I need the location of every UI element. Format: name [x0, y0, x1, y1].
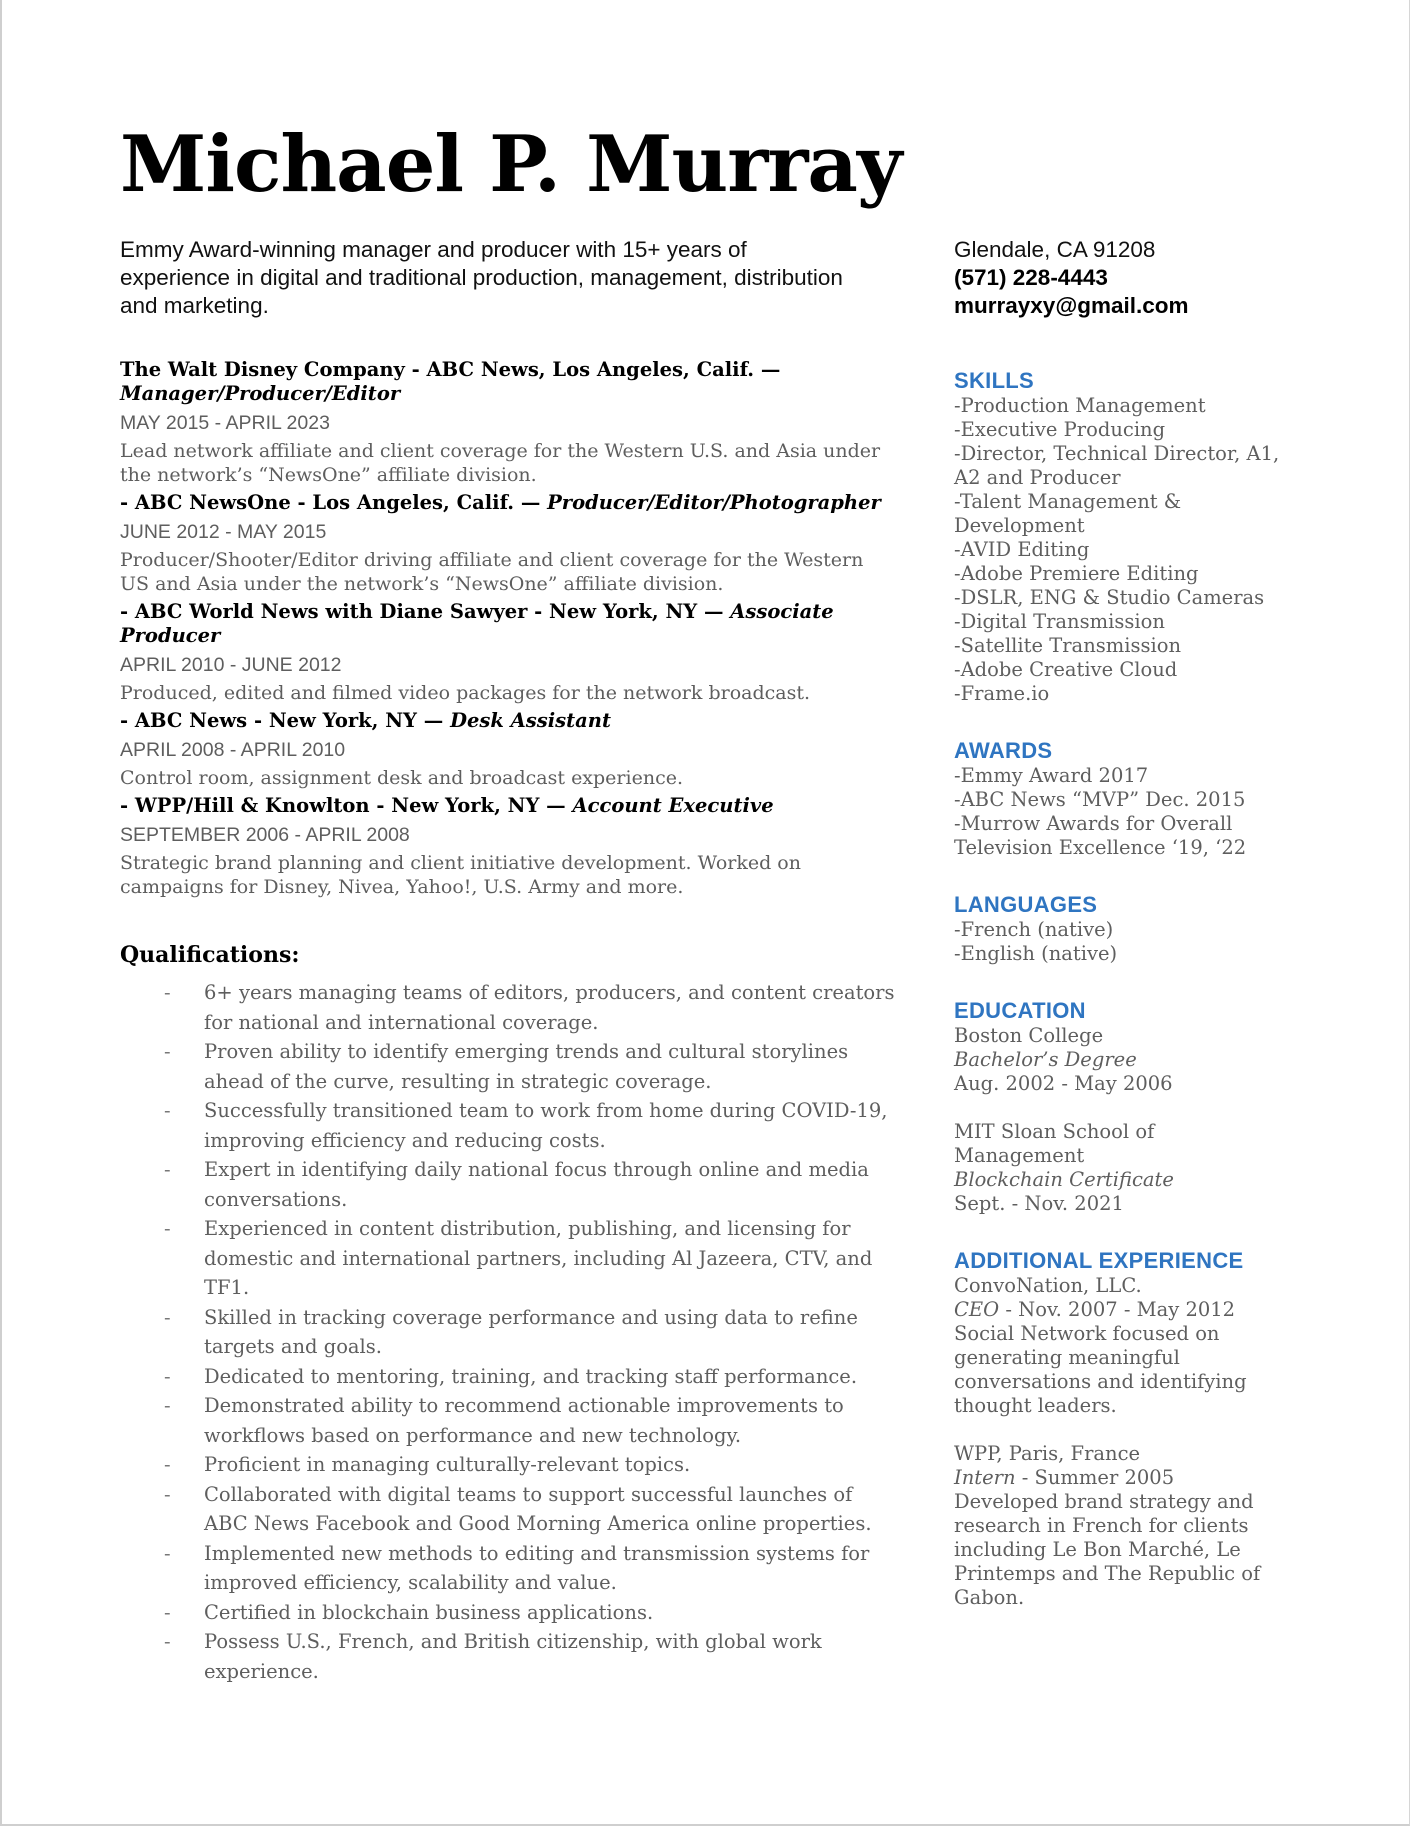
- language-item: -French (native): [954, 918, 1114, 941]
- skill-item: -Executive Producing: [954, 418, 1166, 441]
- bullet-dash: -: [164, 1158, 171, 1181]
- experience-section: [120, 358, 890, 903]
- email-address: murrayxy@gmail.com: [954, 293, 1189, 318]
- award-item: -ABC News “MVP” Dec. 2015: [954, 788, 1246, 811]
- award-item: -Murrow Awards for Overall Television Excellence ‘19, ‘22: [954, 812, 1247, 859]
- additional-experience-entry: [954, 1442, 1284, 1610]
- education-heading: EDUCATION: [954, 998, 1086, 1023]
- additional-experience-heading: ADDITIONAL EXPERIENCE: [954, 1248, 1244, 1273]
- qualification-item: [120, 1303, 900, 1362]
- skill-item: -Talent Management & Development: [954, 490, 1182, 537]
- additional-role: CEO: [954, 1298, 1000, 1321]
- qualification-text: Collaborated with digital teams to support successful launches of ABC News Facebook and Good Morning America online properties.: [204, 1482, 872, 1535]
- skill-item: -Adobe Premiere Editing: [954, 562, 1199, 585]
- bullet-dash: -: [164, 1099, 171, 1122]
- job-role: Producer/Editor/Photographer: [547, 491, 881, 514]
- job-org: - WPP/Hill & Knowlton - New York, NY —: [120, 794, 573, 817]
- qualification-text: Demonstrated ability to recommend actionable improvements to workflows based on performance and new technology.: [204, 1394, 844, 1447]
- qualification-text: Experienced in content distribution, publishing, and licensing for domestic and international partners, including Al Jazeera, CTV, and TF1.: [204, 1217, 873, 1299]
- skill-item: -Digital Transmission: [954, 610, 1165, 633]
- phone-number: (571) 228-4443: [954, 265, 1108, 290]
- bullet-dash: -: [164, 1541, 171, 1565]
- job-org: - ABC News - New York, NY —: [120, 709, 451, 732]
- job-dates: APRIL 2010 - JUNE 2012: [120, 654, 342, 676]
- awards-heading: AWARDS: [954, 738, 1053, 763]
- skill-item: -Production Management: [954, 394, 1206, 417]
- school-name: Boston College: [954, 1024, 1104, 1047]
- job-heading: [120, 358, 890, 406]
- additional-dates: - Summer 2005: [1015, 1466, 1175, 1489]
- job-org: - ABC World News with Diane Sawyer - New York, NY —: [120, 600, 731, 623]
- skills-heading: SKILLS: [954, 368, 1035, 393]
- job-entry: [120, 600, 890, 705]
- bullet-dash: -: [164, 1394, 171, 1417]
- sidebar: [954, 368, 1284, 1610]
- skill-item: -Satellite Transmission: [954, 634, 1182, 657]
- job-description: Producer/Shooter/Editor driving affiliate and client coverage for the Western US and Asia under the network’s “NewsOne” affiliate division.: [120, 549, 864, 595]
- qualification-item: [120, 1480, 900, 1539]
- languages-list: [954, 918, 1284, 966]
- job-role: Desk Assistant: [450, 709, 611, 732]
- qualification-text: 6+ years managing teams of editors, producers, and content creators for national and international coverage.: [204, 981, 895, 1034]
- bullet-dash: -: [164, 981, 171, 1004]
- skill-item: -AVID Editing: [954, 538, 1090, 561]
- job-entry: [120, 709, 890, 790]
- bullet-dash: -: [164, 1600, 171, 1624]
- job-entry: [120, 491, 890, 596]
- bullet-dash: -: [164, 1630, 171, 1653]
- additional-description: Social Network focused on generating meaningful conversations and identifying thought leaders.: [954, 1322, 1247, 1417]
- job-org: The Walt Disney Company - ABC News, Los Angeles, Calif. —: [120, 358, 781, 381]
- skill-item: -Adobe Creative Cloud: [954, 658, 1178, 681]
- qualification-item: [120, 1539, 900, 1598]
- job-heading: [120, 491, 890, 515]
- job-description: Strategic brand planning and client initiative development. Worked on campaigns for Disney, Nivea, Yahoo!, U.S. Army and more.: [120, 852, 801, 898]
- qualification-item: [120, 1627, 900, 1686]
- additional-role: Intern: [954, 1466, 1016, 1489]
- job-org: - ABC NewsOne - Los Angeles, Calif. —: [120, 491, 548, 514]
- qualification-text: Possess U.S., French, and British citizenship, with global work experience.: [204, 1630, 822, 1683]
- job-description: Lead network affiliate and client coverage for the Western U.S. and Asia under the network’s “NewsOne” affiliate division.: [120, 440, 881, 486]
- education-entry: [954, 1024, 1284, 1096]
- qualification-text: Certified in blockchain business applications.: [204, 1600, 654, 1624]
- language-item: -English (native): [954, 942, 1118, 965]
- qualification-item: [120, 1391, 900, 1450]
- additional-description: Developed brand strategy and research in French for clients including Le Bon Marché, Le Printemps and The Republic of Gabon.: [954, 1490, 1261, 1609]
- qualification-text: Skilled in tracking coverage performance and using data to refine targets and goals.: [204, 1305, 858, 1358]
- education-dates: Sept. - Nov. 2021: [954, 1192, 1124, 1215]
- qualification-item: [120, 1450, 900, 1480]
- additional-dates: - Nov. 2007 - May 2012: [999, 1298, 1236, 1321]
- qualification-text: Dedicated to mentoring, training, and tracking staff performance.: [204, 1364, 858, 1388]
- qualification-item: [120, 1155, 900, 1214]
- skill-item: -Director, Technical Director, A1, A2 and Producer: [954, 442, 1280, 489]
- bullet-dash: -: [164, 1364, 171, 1388]
- awards-list: [954, 764, 1284, 860]
- additional-role-line: [954, 1298, 1284, 1322]
- contact-block: [954, 236, 1189, 320]
- education-entry: [954, 1120, 1284, 1216]
- job-dates: APRIL 2008 - APRIL 2010: [120, 739, 346, 761]
- qualifications-list: [120, 978, 900, 1686]
- qualification-text: Proficient in managing culturally-relevant topics.: [204, 1453, 691, 1476]
- job-dates: JUNE 2012 - MAY 2015: [120, 521, 327, 543]
- award-item: -Emmy Award 2017: [954, 764, 1149, 787]
- qualification-item: [120, 1362, 900, 1392]
- languages-heading: LANGUAGES: [954, 892, 1098, 917]
- job-dates: SEPTEMBER 2006 - APRIL 2008: [120, 824, 410, 846]
- education-dates: Aug. 2002 - May 2006: [954, 1072, 1173, 1095]
- additional-org: ConvoNation, LLC.: [954, 1274, 1142, 1297]
- skill-item: -Frame.io: [954, 682, 1050, 705]
- bullet-dash: -: [164, 1305, 171, 1329]
- job-heading: [120, 600, 890, 648]
- qualification-item: [120, 978, 900, 1037]
- job-entry: [120, 794, 890, 899]
- qualification-text: Implemented new methods to editing and transmission systems for improved efficiency, scalability and value.: [204, 1541, 870, 1594]
- additional-experience-entry: [954, 1274, 1284, 1418]
- job-dates: MAY 2015 - APRIL 2023: [120, 412, 330, 434]
- job-heading: [120, 709, 890, 733]
- degree: Bachelor’s Degree: [954, 1048, 1137, 1071]
- job-role: Manager/Producer/Editor: [120, 382, 401, 405]
- degree: Blockchain Certificate: [954, 1168, 1174, 1191]
- job-description: Produced, edited and filmed video packages for the network broadcast.: [120, 682, 811, 704]
- professional-summary: Emmy Award-winning manager and producer with 15+ years of experience in digital and traditional production, management, distribution and marketing.: [120, 237, 843, 318]
- qualification-item: [120, 1096, 900, 1155]
- job-role: Account Executive: [572, 794, 774, 817]
- job-heading: [120, 794, 890, 818]
- qualification-item: [120, 1037, 900, 1096]
- candidate-name: Michael P. Murray: [120, 119, 902, 210]
- bullet-dash: -: [164, 1217, 171, 1240]
- job-description: Control room, assignment desk and broadcast experience.: [120, 767, 683, 789]
- job-entry: [120, 358, 890, 487]
- skill-item: -DSLR, ENG & Studio Cameras: [954, 586, 1265, 609]
- job-role: Associate Producer: [120, 600, 834, 647]
- skills-list: [954, 394, 1284, 706]
- qualifications-heading: Qualifications:: [120, 942, 300, 968]
- qualification-text: Proven ability to identify emerging trends and cultural storylines ahead of the curve, resulting in strategic coverage.: [204, 1040, 849, 1093]
- qualification-item: [120, 1214, 900, 1303]
- qualification-text: Successfully transitioned team to work from home during COVID-19, improving efficiency and reducing costs.: [204, 1099, 888, 1152]
- additional-org: WPP, Paris, France: [954, 1442, 1141, 1465]
- additional-role-line: [954, 1466, 1284, 1490]
- location: Glendale, CA 91208: [954, 237, 1156, 262]
- bullet-dash: -: [164, 1453, 171, 1476]
- school-name: MIT Sloan School of Management: [954, 1120, 1155, 1167]
- bullet-dash: -: [164, 1482, 171, 1506]
- bullet-dash: -: [164, 1040, 171, 1063]
- qualification-item: [120, 1598, 900, 1628]
- qualification-text: Expert in identifying daily national focus through online and media conversations.: [204, 1158, 869, 1211]
